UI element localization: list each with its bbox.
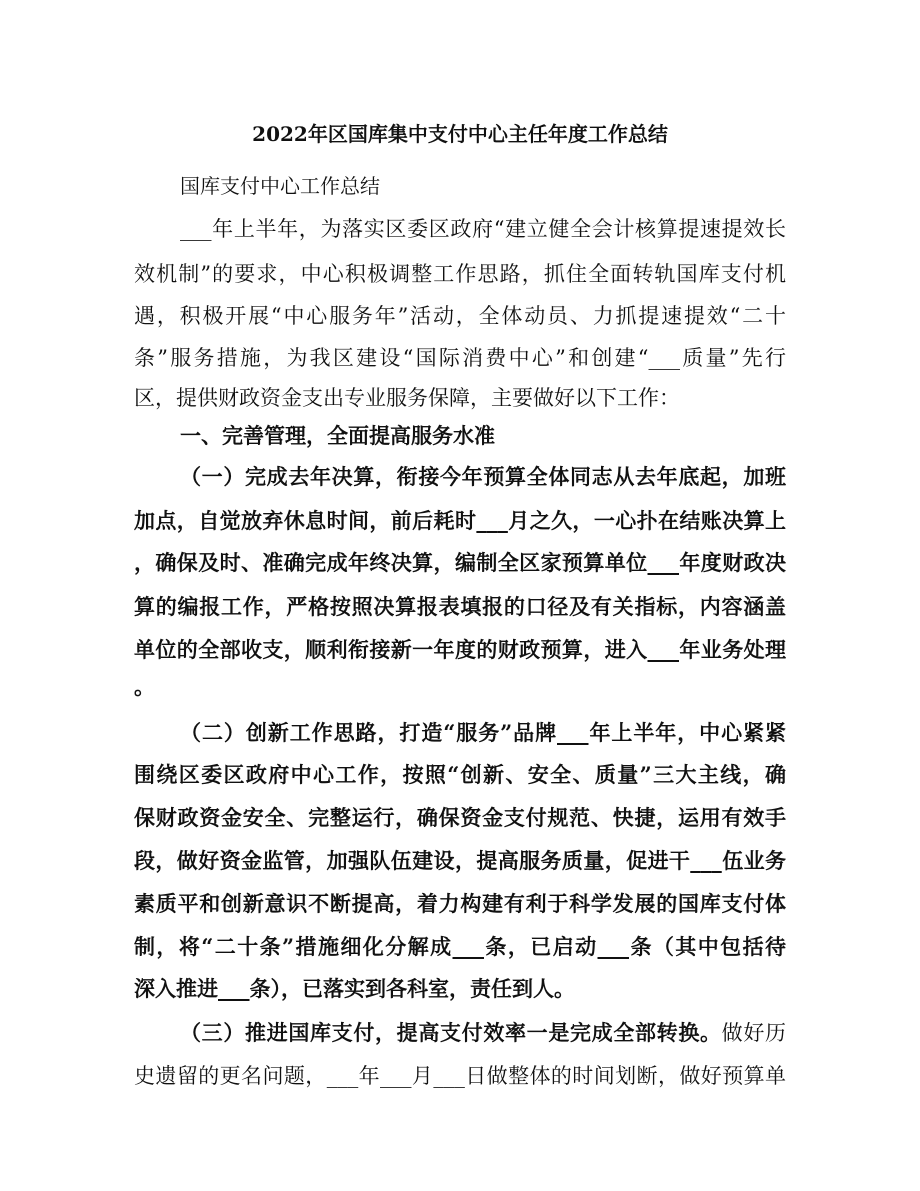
para1-line: 加点，自觉放弃休息时间，前后耗时___月之久，一心扑在结账决算上 <box>134 508 786 533</box>
document-title: 2022年区国库集中支付中心主任年度工作总结 <box>252 122 668 146</box>
document-subtitle: 国库支付中心工作总结 <box>180 174 380 198</box>
para1-line: 单位的全部收支，顺利衔接新一年度的财政预算，进入___年业务处理 <box>134 637 786 662</box>
para3-line <box>180 1018 786 1048</box>
para3-lead-rest: 做好历 <box>721 1021 787 1045</box>
para1-line: 算的编报工作，严格按照决算报表填报的口径及有关指标，内容涵盖 <box>134 594 786 619</box>
para1-line: 。 <box>134 674 155 699</box>
para1-line: ，确保及时、准确完成年终决算，编制全区家预算单位___年度财政决 <box>134 550 786 575</box>
intro-line: 效机制”的要求，中心积极调整工作思路，抓住全面转轨国库支付机 <box>134 262 786 286</box>
para2-line: 素质平和创新意识不断提高，着力构建有利于科学发展的国库支付体 <box>134 891 786 916</box>
para2-line: 深入推进___条），已落实到各科室，责任到人。 <box>134 976 575 1001</box>
para3-bold-lead: （三）推进国库支付，提高支付效率一是完成全部转换。 <box>180 1020 722 1045</box>
intro-line: 条”服务措施，为我区建设“国际消费中心”和创建“___质量”先行 <box>134 346 786 370</box>
para2-line: 制，将“二十条”措施细化分解成___条，已启动___条（其中包括待 <box>134 934 786 959</box>
para2-line: 段，做好资金监管，加强队伍建设，提高服务质量，促进干___伍业务 <box>134 848 786 873</box>
para2-line: 保财政资金安全、完整运行，确保资金支付规范、快捷，运用有效手 <box>134 805 786 830</box>
para2-line: （二）创新工作思路，打造“服务”品牌___年上半年，中心紧紧 <box>180 720 786 745</box>
para1-line: （一）完成去年决算，衔接今年预算全体同志从去年底起，加班 <box>180 464 786 489</box>
intro-line: ___年上半年，为落实区委区政府“建立健全会计核算提速提效长 <box>180 217 786 241</box>
para3-line: 史遗留的更名问题，___年___月___日做整体的时间划断，做好预算单 <box>134 1064 786 1088</box>
intro-line: 区，提供财政资金支出专业服务保障，主要做好以下工作： <box>134 386 680 410</box>
intro-line: 遇，积极开展“中心服务年”活动，全体动员、力抓提速提效“二十 <box>134 304 786 328</box>
section-heading: 一、完善管理，全面提高服务水准 <box>180 423 495 448</box>
para2-line: 围绕区委区政府中心工作，按照“创新、安全、质量”三大主线，确 <box>134 762 786 787</box>
